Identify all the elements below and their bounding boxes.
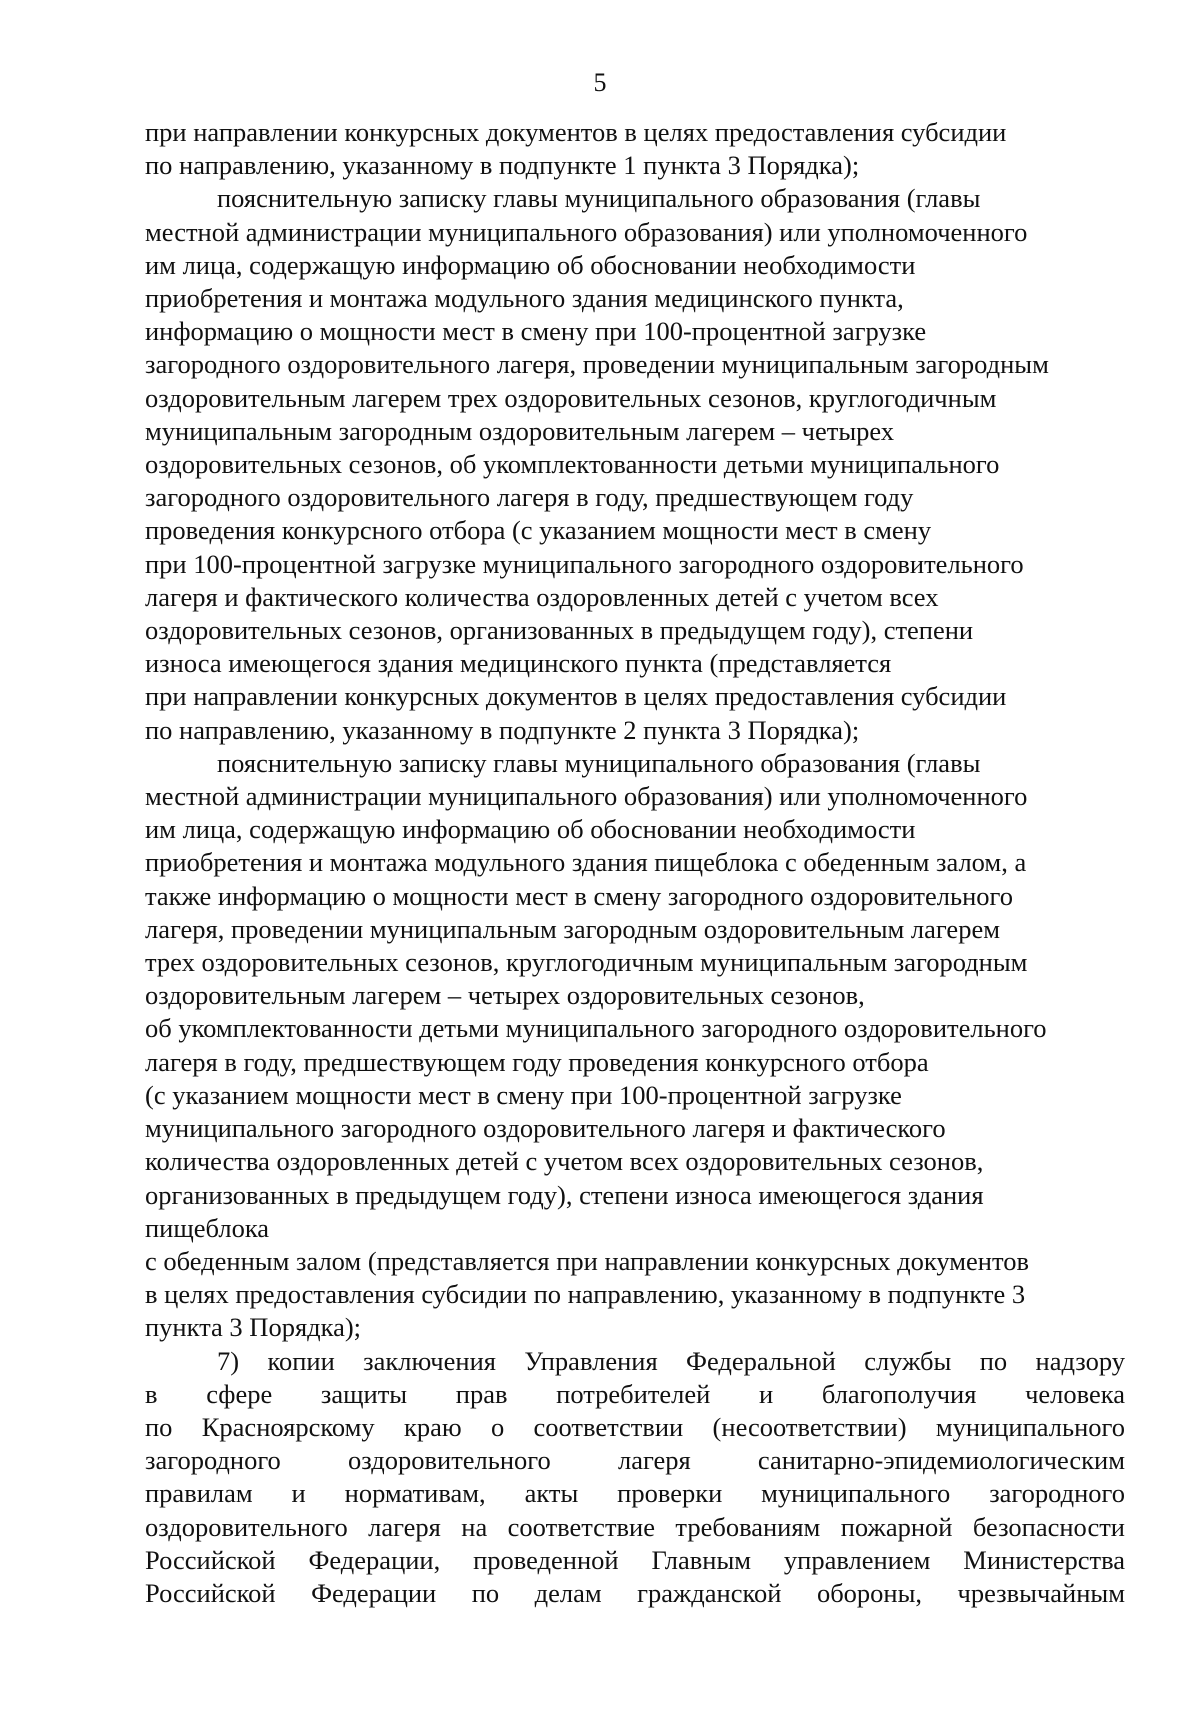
text-line: количества оздоровленных детей с учетом всех оздоровительных сезонов, — [145, 1146, 984, 1177]
text-line: износа имеющегося здания медицинского пункта (представляется — [145, 648, 892, 679]
text-line: оздоровительных сезонов, об укомплектованности детьми муниципального — [145, 449, 1000, 480]
text-line: приобретения и монтажа модульного здания пищеблока с обеденным залом, а — [145, 847, 1027, 878]
text-line: пункта 3 Порядка); — [145, 1312, 362, 1343]
text-line: оздоровительным лагерем – четырех оздоровительных сезонов, — [145, 980, 865, 1011]
text-line: проведения конкурсного отбора (с указанием мощности мест в смену — [145, 515, 932, 546]
text-line: в сфере защиты прав потребителей и благополучия человека — [145, 1378, 1125, 1409]
text-line: оздоровительным лагерем трех оздоровительных сезонов, круглогодичным — [145, 382, 997, 413]
text-line: по Красноярскому краю о соответствии (несоответствии) муниципального — [145, 1411, 1125, 1442]
text-line: пояснительную записку главы муниципального образования (главы — [217, 747, 981, 778]
text-line: информацию о мощности мест в смену при 100-процентной загрузке — [145, 316, 927, 347]
text-line: (с указанием мощности мест в смену при 100-процентной загрузке — [145, 1079, 902, 1110]
text-line: местной администрации муниципального образования) или уполномоченного — [145, 216, 1028, 247]
text-line: лагеря, проведении муниципальным загородным оздоровительным лагерем — [145, 913, 1000, 944]
text-line: также информацию о мощности мест в смену загородного оздоровительного — [145, 880, 1013, 911]
text-line: при 100-процентной загрузке муниципального загородного оздоровительного — [145, 548, 1024, 579]
text-line: загородного оздоровительного лагеря в году, предшествующем году — [145, 482, 914, 513]
text-line: местной администрации муниципального образования) или уполномоченного — [145, 781, 1028, 812]
text-line: правилам и нормативам, акты проверки муниципального загородного — [145, 1478, 1125, 1509]
text-line: в целях предоставления субсидии по направлению, указанному в подпункте 3 — [145, 1279, 1026, 1310]
text-line: загородного оздоровительного лагеря, проведении муниципальным загородным — [145, 349, 1049, 380]
text-line: Российской Федерации, проведенной Главным управлением Министерства — [145, 1544, 1125, 1575]
text-line: об укомплектованности детьми муниципального загородного оздоровительного — [145, 1013, 1047, 1044]
text-line: 7) копии заключения Управления Федеральной службы по надзору — [217, 1345, 1125, 1376]
page-number: 5 — [593, 68, 607, 97]
text-line: лагеря в году, предшествующем году проведения конкурсного отбора — [145, 1046, 929, 1077]
text-line: им лица, содержащую информацию об обосновании необходимости — [145, 814, 916, 845]
text-line: лагеря и фактического количества оздоровленных детей с учетом всех — [145, 581, 939, 612]
paragraph-2 — [145, 182, 1125, 746]
text-line: пояснительную записку главы муниципального образования (главы — [217, 183, 981, 214]
text-line: им лица, содержащую информацию об обосновании необходимости — [145, 249, 916, 280]
text-line: организованных в предыдущем году), степени износа имеющегося здания — [145, 1179, 984, 1210]
text-line: муниципального загородного оздоровительного лагеря и фактического — [145, 1113, 946, 1144]
text-line: муниципальным загородным оздоровительным лагерем – четырех — [145, 415, 895, 446]
text-line: по направлению, указанному в подпункте 2 пункта 3 Порядка); — [145, 714, 860, 745]
text-line: при направлении конкурсных документов в целях предоставления субсидии — [145, 117, 1007, 147]
text-line: по направлению, указанному в подпункте 1 пункта 3 Порядка); — [145, 150, 860, 181]
text-line: приобретения и монтажа модульного здания медицинского пункта, — [145, 283, 904, 314]
text-line: Российской Федерации по делам гражданской обороны, чрезвычайным — [145, 1577, 1125, 1608]
text-line: оздоровительного лагеря на соответствие требованиям пожарной безопасности — [145, 1511, 1125, 1542]
text-line: загородного оздоровительного лагеря санитарно-эпидемиологическим — [145, 1445, 1125, 1476]
document-body — [145, 116, 1125, 1610]
text-line: пищеблока — [145, 1212, 270, 1243]
text-line: оздоровительных сезонов, организованных в предыдущем году), степени — [145, 615, 974, 646]
paragraph-3 — [145, 747, 1125, 1245]
paragraph-1 — [145, 116, 1125, 182]
paragraph-5 — [145, 1345, 1125, 1611]
text-line: трех оздоровительных сезонов, круглогодичным муниципальным загородным — [145, 947, 1028, 978]
paragraph-4 — [145, 1245, 1125, 1345]
text-line: при направлении конкурсных документов в целях предоставления субсидии — [145, 681, 1007, 712]
text-line: с обеденным залом (представляется при направлении конкурсных документов — [145, 1245, 1029, 1276]
